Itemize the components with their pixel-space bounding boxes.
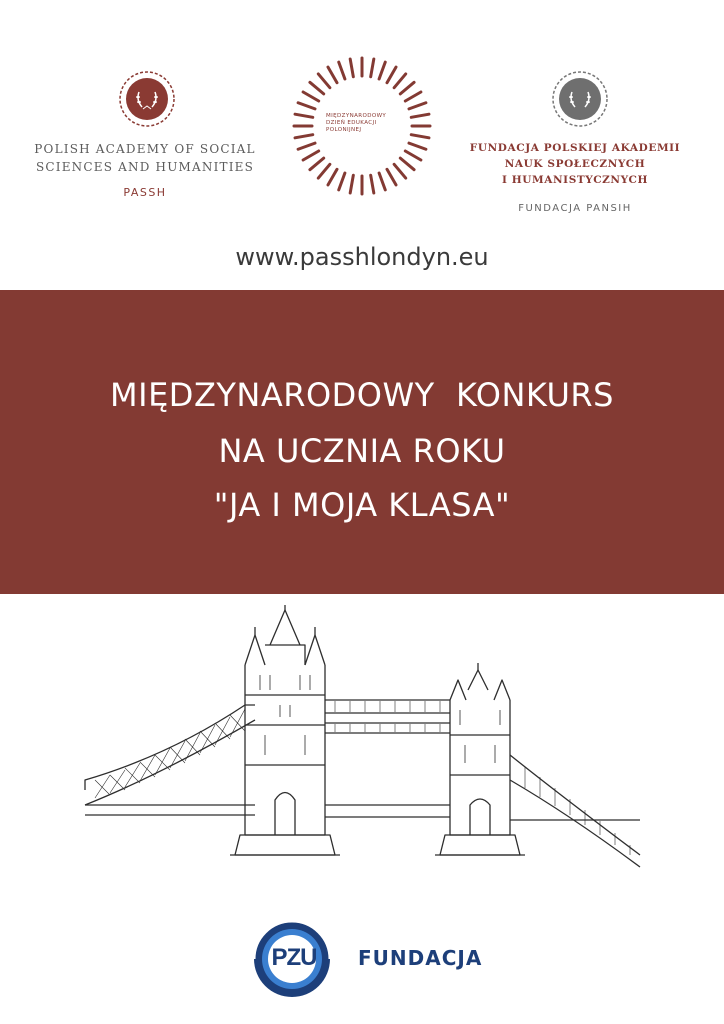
website-link[interactable]: www.passhlondyn.eu	[235, 243, 489, 271]
pansih-name	[465, 140, 685, 188]
ring-bar	[405, 92, 421, 101]
ring-bar	[400, 158, 414, 170]
pansih-name-line3: I HUMANISTYCZNYCH	[501, 174, 649, 186]
title-banner	[0, 290, 724, 594]
passh-seal-icon	[118, 70, 176, 128]
ring-bar	[387, 67, 396, 83]
passh-name	[20, 140, 270, 176]
edu-day-line3: POLONIJNEJ	[326, 127, 362, 133]
sponsor-name: FUNDACJA	[358, 946, 483, 970]
ring-bar	[318, 74, 330, 88]
ring-bar	[295, 135, 313, 138]
ring-bar	[409, 143, 426, 149]
pzu-logo-text: PZU	[271, 944, 317, 971]
ring-bar	[350, 175, 353, 193]
edu-day-line1: MIĘDZYNARODOWY	[326, 113, 387, 119]
ring-bar	[318, 164, 330, 178]
passh-name-line2: SCIENCES AND HUMANITIES	[35, 160, 255, 174]
pansih-name-line1: FUNDACJA POLSKIEJ AKADEMII	[469, 142, 681, 154]
ring-bar	[411, 135, 429, 138]
ring-bar	[298, 143, 315, 149]
ring-bar	[387, 169, 396, 185]
ring-bar	[328, 169, 337, 185]
ring-bar	[409, 103, 426, 109]
ring-bar	[379, 62, 385, 79]
ring-bar	[411, 114, 429, 117]
ring-bar	[298, 103, 315, 109]
ring-bar	[371, 59, 374, 77]
passh-acronym: PASSH	[123, 186, 167, 199]
ring-bar	[394, 164, 406, 178]
ring-bar	[310, 82, 324, 94]
ring-bar	[303, 92, 319, 101]
ring-bar	[394, 74, 406, 88]
ring-bar	[350, 59, 353, 77]
ring-bar	[339, 173, 345, 190]
banner-line2: NA UCZNIA ROKU	[218, 432, 506, 470]
ring-bar	[400, 82, 414, 94]
pansih-name-line2: NAUK SPOŁECZNYCH	[504, 158, 646, 170]
edu-day-line2: DZIEŃ EDUKACJI	[326, 120, 377, 126]
pansih-acronym: FUNDACJA PANSIH	[518, 203, 632, 214]
ring-bar	[371, 175, 374, 193]
ring-bar	[303, 151, 319, 160]
ring-bar	[328, 67, 337, 83]
ring-bar	[295, 114, 313, 117]
ring-bar	[405, 151, 421, 160]
ring-bar	[379, 173, 385, 190]
passh-name-line1: POLISH ACADEMY OF SOCIAL	[34, 142, 256, 156]
ring-bar	[310, 158, 324, 170]
banner-line1: MIĘDZYNARODOWY KONKURS	[110, 376, 614, 414]
pansih-seal-icon	[551, 70, 609, 128]
tower-bridge-illustration	[80, 605, 650, 875]
ring-bar	[339, 62, 345, 79]
banner-line3: "JA I MOJA KLASA"	[213, 486, 511, 524]
edu-day-text	[326, 113, 406, 134]
